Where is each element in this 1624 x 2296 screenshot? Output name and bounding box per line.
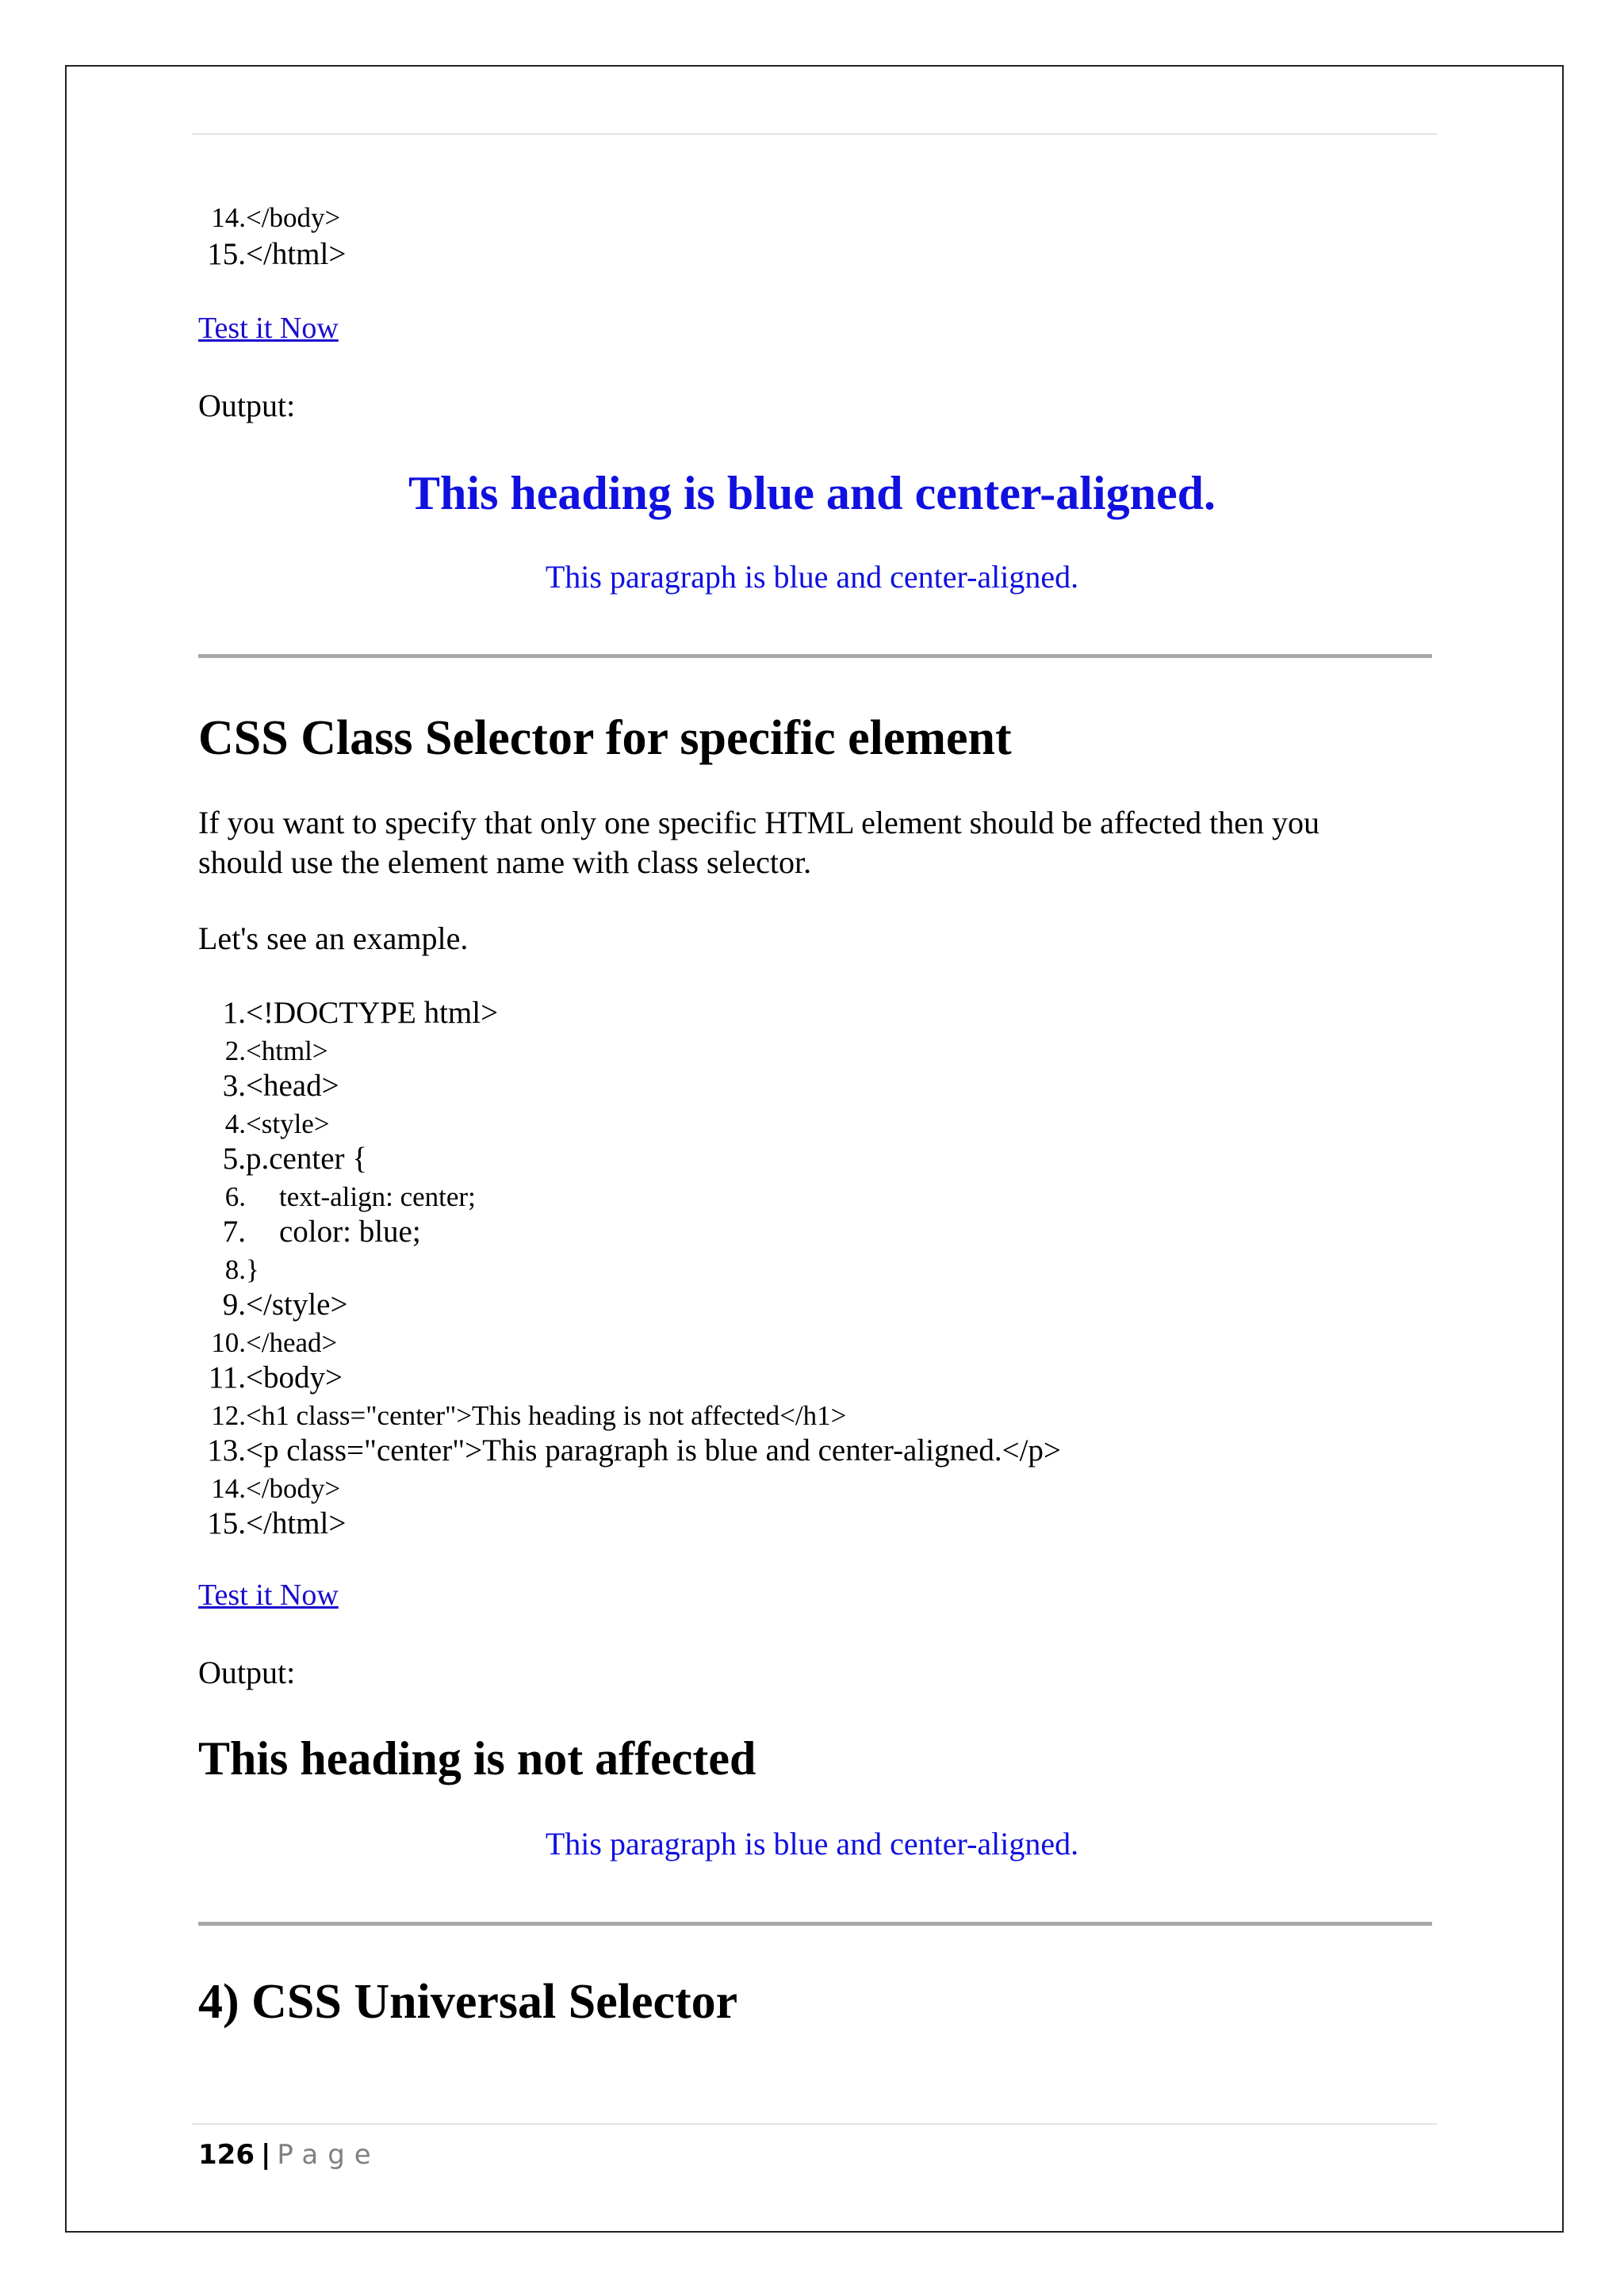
- code-text: color: blue;: [279, 1215, 421, 1249]
- code-text: <h1 class="center">This heading is not affected</h1>: [246, 1400, 847, 1431]
- line-number: 5.: [222, 1142, 246, 1176]
- code-text: text-align: center;: [279, 1181, 476, 1212]
- output-heading: This heading is not affected: [198, 1732, 756, 1785]
- line-number: 14.: [211, 1473, 246, 1504]
- line-number: 11.: [208, 1360, 246, 1395]
- code-text: </style>: [246, 1288, 348, 1322]
- body-paragraph-line: should use the element name with class selector.: [198, 844, 812, 880]
- code-text: <body>: [246, 1360, 343, 1395]
- horizontal-rule: [198, 654, 1432, 658]
- line-number: 9.: [222, 1288, 246, 1322]
- line-number: 7.: [222, 1215, 246, 1249]
- footer-rule: [192, 2123, 1437, 2125]
- code-text: </body>: [246, 202, 341, 233]
- line-number: 12.: [211, 1400, 246, 1431]
- horizontal-rule: [198, 1922, 1432, 1926]
- line-number: 10.: [211, 1327, 246, 1358]
- output-label: Output:: [198, 1655, 296, 1690]
- section-title: CSS Class Selector for specific element: [198, 711, 1012, 765]
- test-it-now-link[interactable]: Test it Now: [198, 1578, 339, 1612]
- test-it-now-link[interactable]: Test it Now: [198, 312, 339, 345]
- page-footer: [198, 2139, 381, 2171]
- page-number: 126: [198, 2139, 255, 2171]
- code-text: </head>: [246, 1327, 338, 1358]
- line-number: 4.: [224, 1108, 246, 1139]
- code-text: p.center {: [246, 1142, 367, 1176]
- line-number: 15.: [207, 237, 246, 271]
- section-title: 4) CSS Universal Selector: [198, 1975, 738, 2029]
- code-text: </html>: [246, 1506, 347, 1540]
- example-intro: Let's see an example.: [198, 920, 469, 956]
- page-word: Page: [277, 2139, 381, 2171]
- line-number: 3.: [222, 1069, 246, 1103]
- line-number: 13.: [207, 1433, 246, 1468]
- code-text: <!DOCTYPE html>: [246, 996, 499, 1030]
- output-paragraph: This paragraph is blue and center-aligned.: [545, 1826, 1079, 1862]
- output-paragraph: This paragraph is blue and center-aligned.: [545, 559, 1079, 595]
- header-rule: [192, 133, 1437, 135]
- code-text: <style>: [246, 1108, 330, 1139]
- code-text: }: [246, 1254, 259, 1285]
- line-number: 1.: [222, 996, 246, 1030]
- line-number: 8.: [224, 1254, 246, 1285]
- code-text: <p class="center">This paragraph is blue and center-aligned.</p>: [246, 1433, 1061, 1468]
- output-label: Output:: [198, 388, 296, 423]
- code-text: </html>: [246, 237, 347, 271]
- code-text: <head>: [246, 1069, 339, 1103]
- line-number: 15.: [207, 1506, 246, 1540]
- output-heading: This heading is blue and center-aligned.: [408, 467, 1216, 519]
- body-paragraph-line: If you want to specify that only one specific HTML element should be affected then you: [198, 805, 1320, 840]
- line-number: 2.: [224, 1035, 246, 1066]
- footer-separator: |: [260, 2139, 271, 2171]
- line-number: 6.: [224, 1181, 246, 1212]
- code-text: </body>: [246, 1473, 341, 1504]
- code-text: <html>: [246, 1035, 328, 1066]
- line-number: 14.: [211, 202, 246, 233]
